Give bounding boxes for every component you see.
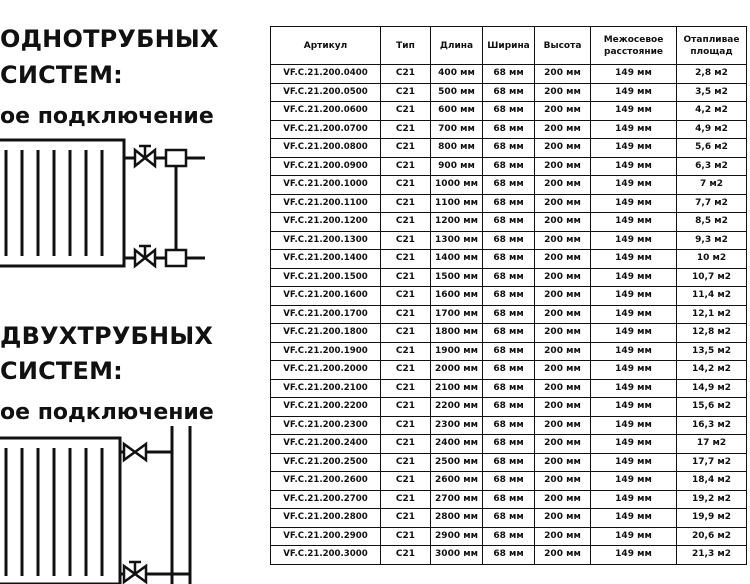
cell-center-distance: 149 мм [591, 361, 677, 380]
cell-article: VF.C.21.200.1800 [271, 324, 381, 343]
cell-height: 200 мм [535, 268, 591, 287]
table-row [271, 102, 747, 121]
cell-width: 68 мм [483, 342, 535, 361]
cell-length: 2700 мм [431, 490, 483, 509]
cell-height: 200 мм [535, 361, 591, 380]
pipe-lines [124, 158, 205, 258]
cell-length: 2400 мм [431, 435, 483, 454]
cell-width: 68 мм [483, 83, 535, 102]
cell-heated-area: 11,4 м2 [677, 287, 747, 306]
cell-center-distance: 149 мм [591, 324, 677, 343]
cell-width: 68 мм [483, 157, 535, 176]
cell-center-distance: 149 мм [591, 527, 677, 546]
cell-height: 200 мм [535, 287, 591, 306]
cell-width: 68 мм [483, 176, 535, 195]
cell-height: 200 мм [535, 453, 591, 472]
cell-length: 2800 мм [431, 509, 483, 528]
table-row [271, 83, 747, 102]
cell-center-distance: 149 мм [591, 305, 677, 324]
cell-length: 800 мм [431, 139, 483, 158]
cell-type: C21 [381, 305, 431, 324]
header-type: Тип [381, 27, 431, 65]
cell-center-distance: 149 мм [591, 490, 677, 509]
cell-heated-area: 8,5 м2 [677, 213, 747, 232]
cell-article: VF.C.21.200.1500 [271, 268, 381, 287]
table-row [271, 231, 747, 250]
two-pipe-connection-subtitle: ое подключение [0, 400, 214, 425]
radiator-icon [0, 438, 120, 584]
cell-length: 3000 мм [431, 546, 483, 565]
cell-height: 200 мм [535, 231, 591, 250]
cell-article: VF.C.21.200.1700 [271, 305, 381, 324]
header-height: Высота [535, 27, 591, 65]
cell-article: VF.C.21.200.0700 [271, 120, 381, 139]
cell-width: 68 мм [483, 120, 535, 139]
cell-center-distance: 149 мм [591, 435, 677, 454]
cell-heated-area: 21,3 м2 [677, 546, 747, 565]
cell-type: C21 [381, 250, 431, 269]
table-row [271, 416, 747, 435]
table-row [271, 324, 747, 343]
cell-center-distance: 149 мм [591, 176, 677, 195]
cell-heated-area: 10,7 м2 [677, 268, 747, 287]
cell-article: VF.C.21.200.2100 [271, 379, 381, 398]
cell-length: 1600 мм [431, 287, 483, 306]
radiator-spec-table [270, 26, 747, 565]
cell-length: 900 мм [431, 157, 483, 176]
cell-center-distance: 149 мм [591, 287, 677, 306]
cell-center-distance: 149 мм [591, 231, 677, 250]
cell-center-distance: 149 мм [591, 102, 677, 121]
cell-type: C21 [381, 83, 431, 102]
cell-length: 1300 мм [431, 231, 483, 250]
cell-length: 1800 мм [431, 324, 483, 343]
cell-type: C21 [381, 287, 431, 306]
cell-type: C21 [381, 527, 431, 546]
single-pipe-connection-subtitle: ое подключение [0, 104, 214, 129]
table-row [271, 379, 747, 398]
header-length: Длина [431, 27, 483, 65]
cell-length: 1700 мм [431, 305, 483, 324]
cell-type: C21 [381, 157, 431, 176]
cell-type: C21 [381, 546, 431, 565]
cell-heated-area: 4,2 м2 [677, 102, 747, 121]
cell-height: 200 мм [535, 176, 591, 195]
cell-article: VF.C.21.200.2000 [271, 361, 381, 380]
cell-height: 200 мм [535, 139, 591, 158]
radiator-icon [0, 140, 124, 266]
cell-article: VF.C.21.200.1100 [271, 194, 381, 213]
cell-article: VF.C.21.200.0600 [271, 102, 381, 121]
two-pipe-connection-diagram [0, 426, 215, 584]
cell-type: C21 [381, 435, 431, 454]
cell-heated-area: 12,8 м2 [677, 324, 747, 343]
cell-width: 68 мм [483, 65, 535, 84]
cell-width: 68 мм [483, 250, 535, 269]
cell-length: 1100 мм [431, 194, 483, 213]
cell-heated-area: 9,3 м2 [677, 231, 747, 250]
cell-height: 200 мм [535, 102, 591, 121]
cell-center-distance: 149 мм [591, 416, 677, 435]
table-row [271, 546, 747, 565]
cell-height: 200 мм [535, 509, 591, 528]
cell-type: C21 [381, 139, 431, 158]
cell-center-distance: 149 мм [591, 546, 677, 565]
cell-width: 68 мм [483, 379, 535, 398]
cell-width: 68 мм [483, 527, 535, 546]
cell-height: 200 мм [535, 120, 591, 139]
cell-length: 2600 мм [431, 472, 483, 491]
cell-length: 1900 мм [431, 342, 483, 361]
table-row [271, 398, 747, 417]
table-row [271, 139, 747, 158]
table-row [271, 176, 747, 195]
single-pipe-title-line1: ОДНОТРУБНЫХ [0, 25, 219, 53]
cell-height: 200 мм [535, 472, 591, 491]
cell-height: 200 мм [535, 342, 591, 361]
cell-width: 68 мм [483, 490, 535, 509]
tee-fitting-icon [166, 250, 186, 266]
table-row [271, 65, 747, 84]
cell-length: 1000 мм [431, 176, 483, 195]
cell-height: 200 мм [535, 65, 591, 84]
valve-icon [135, 146, 155, 166]
cell-heated-area: 15,6 м2 [677, 398, 747, 417]
cell-article: VF.C.21.200.2700 [271, 490, 381, 509]
cell-heated-area: 3,5 м2 [677, 83, 747, 102]
cell-heated-area: 6,3 м2 [677, 157, 747, 176]
cell-center-distance: 149 мм [591, 194, 677, 213]
cell-type: C21 [381, 176, 431, 195]
cell-center-distance: 149 мм [591, 268, 677, 287]
cell-heated-area: 17,7 м2 [677, 453, 747, 472]
table-row [271, 194, 747, 213]
cell-height: 200 мм [535, 213, 591, 232]
cell-heated-area: 18,4 м2 [677, 472, 747, 491]
cell-length: 700 мм [431, 120, 483, 139]
cell-length: 2500 мм [431, 453, 483, 472]
cell-center-distance: 149 мм [591, 453, 677, 472]
cell-article: VF.C.21.200.1900 [271, 342, 381, 361]
header-article: Артикул [271, 27, 381, 65]
cell-center-distance: 149 мм [591, 157, 677, 176]
cell-type: C21 [381, 194, 431, 213]
table-row [271, 213, 747, 232]
cell-length: 400 мм [431, 65, 483, 84]
cell-article: VF.C.21.200.1600 [271, 287, 381, 306]
table-row [271, 361, 747, 380]
cell-heated-area: 20,6 м2 [677, 527, 747, 546]
cell-type: C21 [381, 231, 431, 250]
cell-article: VF.C.21.200.2400 [271, 435, 381, 454]
cell-article: VF.C.21.200.0800 [271, 139, 381, 158]
header-center-distance [591, 27, 677, 65]
cell-heated-area: 16,3 м2 [677, 416, 747, 435]
cell-heated-area: 12,1 м2 [677, 305, 747, 324]
table-row [271, 287, 747, 306]
cell-type: C21 [381, 213, 431, 232]
cell-height: 200 мм [535, 83, 591, 102]
cell-height: 200 мм [535, 490, 591, 509]
cell-type: C21 [381, 490, 431, 509]
cell-width: 68 мм [483, 416, 535, 435]
cell-height: 200 мм [535, 194, 591, 213]
cell-height: 200 мм [535, 398, 591, 417]
cell-width: 68 мм [483, 324, 535, 343]
cell-length: 1200 мм [431, 213, 483, 232]
cell-heated-area: 7,7 м2 [677, 194, 747, 213]
cell-length: 2100 мм [431, 379, 483, 398]
cell-width: 68 мм [483, 453, 535, 472]
table-row [271, 435, 747, 454]
cell-article: VF.C.21.200.2200 [271, 398, 381, 417]
header-heated-area-line1: Отапливае [683, 34, 740, 45]
cell-length: 1400 мм [431, 250, 483, 269]
table-row [271, 509, 747, 528]
table-row [271, 268, 747, 287]
cell-article: VF.C.21.200.2300 [271, 416, 381, 435]
table-row [271, 305, 747, 324]
cell-heated-area: 13,5 м2 [677, 342, 747, 361]
cell-center-distance: 149 мм [591, 250, 677, 269]
cell-width: 68 мм [483, 546, 535, 565]
cell-length: 2000 мм [431, 361, 483, 380]
cell-article: VF.C.21.200.0400 [271, 65, 381, 84]
cell-height: 200 мм [535, 250, 591, 269]
cell-length: 500 мм [431, 83, 483, 102]
table-body [271, 65, 747, 565]
two-pipe-title-line2: СИСТЕМ: [0, 357, 123, 385]
cell-length: 600 мм [431, 102, 483, 121]
cell-type: C21 [381, 416, 431, 435]
cell-height: 200 мм [535, 546, 591, 565]
table-row [271, 490, 747, 509]
cell-heated-area: 7 м2 [677, 176, 747, 195]
cell-height: 200 мм [535, 435, 591, 454]
cell-width: 68 мм [483, 268, 535, 287]
cell-length: 2900 мм [431, 527, 483, 546]
cell-type: C21 [381, 342, 431, 361]
cell-width: 68 мм [483, 139, 535, 158]
cell-height: 200 мм [535, 379, 591, 398]
cell-article: VF.C.21.200.2500 [271, 453, 381, 472]
cell-type: C21 [381, 102, 431, 121]
cell-width: 68 мм [483, 472, 535, 491]
cell-width: 68 мм [483, 213, 535, 232]
cell-center-distance: 149 мм [591, 83, 677, 102]
header-center-distance-line1: Межосевое [603, 34, 664, 45]
cell-width: 68 мм [483, 102, 535, 121]
cell-article: VF.C.21.200.1000 [271, 176, 381, 195]
cell-type: C21 [381, 65, 431, 84]
cell-center-distance: 149 мм [591, 342, 677, 361]
two-pipe-title-line1: ДВУХТРУБНЫХ [0, 322, 214, 350]
table-header-row [271, 27, 747, 65]
cell-center-distance: 149 мм [591, 213, 677, 232]
cell-article: VF.C.21.200.3000 [271, 546, 381, 565]
cell-heated-area: 4,9 м2 [677, 120, 747, 139]
table-row [271, 527, 747, 546]
cell-heated-area: 14,9 м2 [677, 379, 747, 398]
cell-length: 2300 мм [431, 416, 483, 435]
header-heated-area-line2: площад [690, 46, 733, 57]
tee-fitting-icon [166, 150, 186, 166]
cell-article: VF.C.21.200.2600 [271, 472, 381, 491]
cell-center-distance: 149 мм [591, 379, 677, 398]
cell-width: 68 мм [483, 305, 535, 324]
cell-height: 200 мм [535, 157, 591, 176]
cell-heated-area: 17 м2 [677, 435, 747, 454]
cell-length: 2200 мм [431, 398, 483, 417]
cell-type: C21 [381, 268, 431, 287]
cell-article: VF.C.21.200.1200 [271, 213, 381, 232]
cell-height: 200 мм [535, 527, 591, 546]
cell-type: C21 [381, 453, 431, 472]
cell-type: C21 [381, 379, 431, 398]
table-row [271, 342, 747, 361]
header-width: Ширина [483, 27, 535, 65]
cell-heated-area: 14,2 м2 [677, 361, 747, 380]
cell-center-distance: 149 мм [591, 65, 677, 84]
cell-length: 1500 мм [431, 268, 483, 287]
cell-heated-area: 2,8 м2 [677, 65, 747, 84]
cell-height: 200 мм [535, 324, 591, 343]
cell-center-distance: 149 мм [591, 139, 677, 158]
cell-article: VF.C.21.200.2800 [271, 509, 381, 528]
cell-width: 68 мм [483, 194, 535, 213]
valve-icon [135, 246, 155, 266]
cell-article: VF.C.21.200.1300 [271, 231, 381, 250]
cell-width: 68 мм [483, 398, 535, 417]
cell-type: C21 [381, 324, 431, 343]
valve-icon [124, 562, 146, 582]
cell-height: 200 мм [535, 416, 591, 435]
valve-icon [124, 444, 146, 460]
table-row [271, 120, 747, 139]
cell-article: VF.C.21.200.2900 [271, 527, 381, 546]
cell-type: C21 [381, 472, 431, 491]
header-center-distance-line2: расстояние [604, 46, 663, 57]
cell-type: C21 [381, 120, 431, 139]
cell-width: 68 мм [483, 435, 535, 454]
cell-heated-area: 5,6 м2 [677, 139, 747, 158]
cell-width: 68 мм [483, 287, 535, 306]
header-heated-area [677, 27, 747, 65]
table-row [271, 453, 747, 472]
cell-width: 68 мм [483, 231, 535, 250]
cell-heated-area: 10 м2 [677, 250, 747, 269]
table-row [271, 472, 747, 491]
cell-type: C21 [381, 361, 431, 380]
cell-width: 68 мм [483, 361, 535, 380]
table-row [271, 250, 747, 269]
cell-heated-area: 19,2 м2 [677, 490, 747, 509]
single-pipe-connection-diagram [0, 136, 215, 276]
cell-heated-area: 19,9 м2 [677, 509, 747, 528]
cell-article: VF.C.21.200.1400 [271, 250, 381, 269]
cell-height: 200 мм [535, 305, 591, 324]
cell-type: C21 [381, 398, 431, 417]
cell-center-distance: 149 мм [591, 472, 677, 491]
cell-center-distance: 149 мм [591, 398, 677, 417]
cell-center-distance: 149 мм [591, 509, 677, 528]
cell-type: C21 [381, 509, 431, 528]
cell-article: VF.C.21.200.0500 [271, 83, 381, 102]
single-pipe-title-line2: СИСТЕМ: [0, 61, 123, 89]
cell-article: VF.C.21.200.0900 [271, 157, 381, 176]
table-row [271, 157, 747, 176]
cell-width: 68 мм [483, 509, 535, 528]
cell-center-distance: 149 мм [591, 120, 677, 139]
